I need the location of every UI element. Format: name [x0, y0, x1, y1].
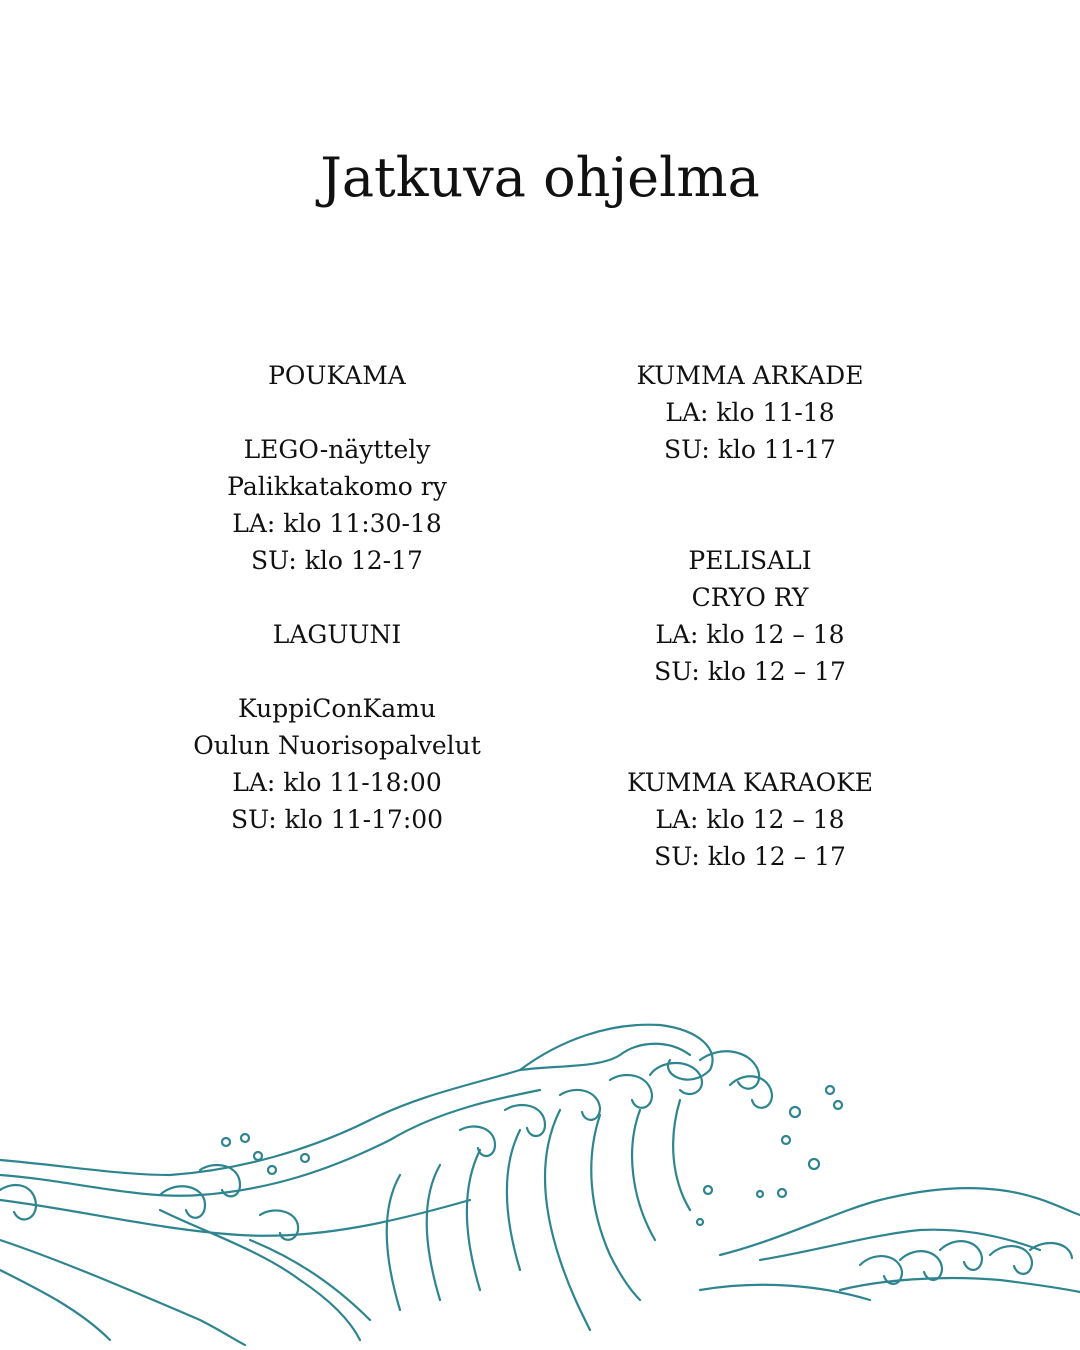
section-heading: KUMMA KARAOKE	[626, 768, 874, 797]
section-heading: KUMMA ARKADE	[636, 361, 864, 390]
event-organizer: Palikkatakomo ry	[227, 472, 447, 501]
event-name: KuppiConKamu	[238, 694, 436, 723]
section-heading: LAGUUNI	[272, 620, 402, 649]
saturday-hours: LA: klo 11-18	[665, 398, 835, 427]
section-heading: PELISALI	[688, 546, 812, 575]
page-title: Jatkuva ohjelma	[320, 146, 760, 209]
sunday-hours: SU: klo 11-17:00	[230, 805, 444, 834]
sunday-hours: SU: klo 12 – 17	[654, 657, 846, 686]
section-heading: POUKAMA	[268, 361, 406, 390]
event-organizer: Oulun Nuorisopalvelut	[193, 731, 481, 760]
event-name: LEGO-näyttely	[243, 435, 431, 464]
sunday-hours: SU: klo 12-17	[251, 546, 423, 575]
section-kumma-arkade	[550, 357, 950, 468]
saturday-hours: LA: klo 12 – 18	[655, 620, 845, 649]
program-column-right	[550, 357, 950, 875]
section-laguuni	[137, 616, 537, 838]
section-poukama	[137, 357, 537, 579]
section-kumma-karaoke	[550, 764, 950, 875]
saturday-hours: LA: klo 11-18:00	[232, 768, 442, 797]
event-organizer: CRYO RY	[691, 583, 809, 612]
sunday-hours: SU: klo 11-17	[664, 435, 836, 464]
wave-icon	[0, 1010, 1080, 1350]
section-pelisali	[550, 542, 950, 690]
saturday-hours: LA: klo 11:30-18	[232, 509, 442, 538]
saturday-hours: LA: klo 12 – 18	[655, 805, 845, 834]
program-column-left	[137, 357, 537, 838]
sunday-hours: SU: klo 12 – 17	[654, 842, 846, 871]
